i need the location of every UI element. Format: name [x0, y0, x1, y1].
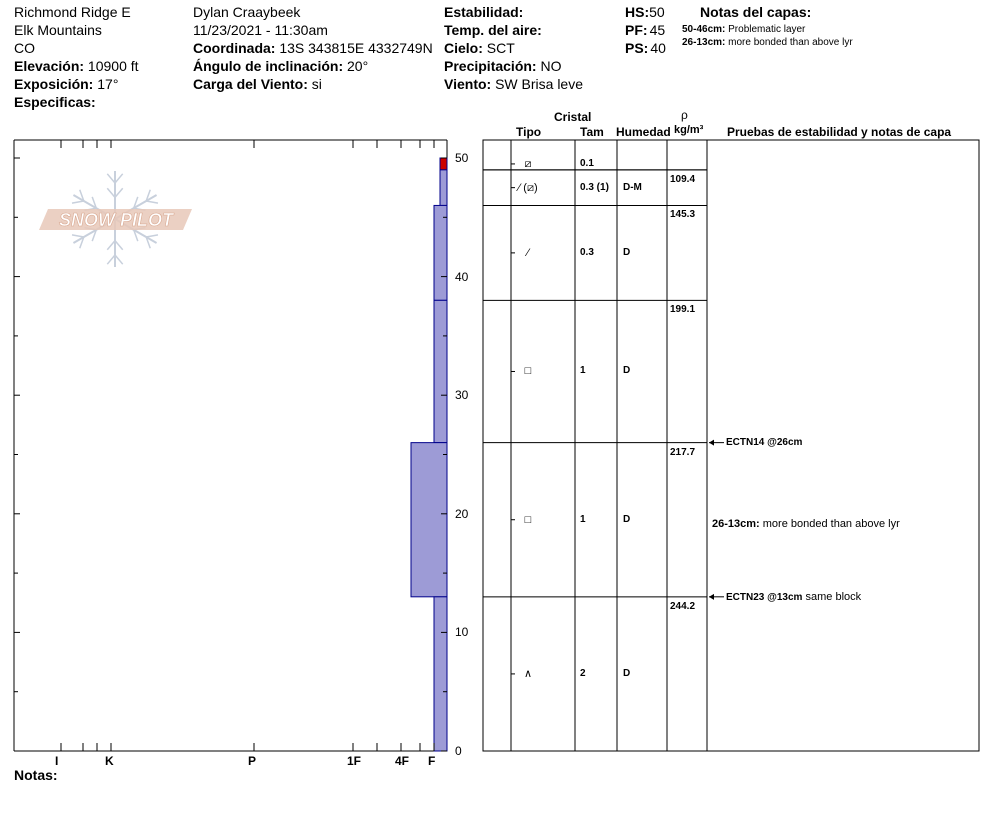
- type-header: Tipo: [516, 125, 542, 139]
- pf-label: PF:: [625, 22, 648, 38]
- moisture: D: [623, 365, 631, 377]
- crystal-size: 0.1: [580, 157, 594, 169]
- wind-value: SW Brisa leve: [495, 76, 584, 92]
- wind-label: Viento:: [444, 76, 492, 92]
- depth-tick-label: 50: [455, 151, 469, 165]
- crystal-type: □: [524, 365, 532, 378]
- hardness-bar: [411, 443, 447, 597]
- moisture: D: [623, 246, 631, 258]
- snowflake-branch: [107, 241, 115, 250]
- sky-label: Cielo:: [444, 40, 483, 56]
- crystal-size: 1: [580, 365, 586, 377]
- layer-notes-title: Notas del capas:: [700, 4, 812, 20]
- snowflake-branch: [146, 235, 158, 237]
- datetime: 11/23/2021 - 11:30am: [193, 22, 328, 38]
- moisture: D-M: [623, 181, 642, 193]
- hardness-axis-label: 4F: [395, 754, 410, 768]
- crystal-header: Cristal: [554, 110, 592, 124]
- test-label: ECTN14 @26cm: [726, 436, 803, 448]
- layer-note-text: more bonded than above lyr: [728, 37, 853, 48]
- crystal-size: 0.3: [580, 246, 594, 258]
- precip-label: Precipitación:: [444, 58, 537, 74]
- hs-value: 50: [649, 4, 665, 20]
- crystal-type: ⁄ (⧄): [518, 181, 538, 194]
- layer-comment-text: more bonded than above lyr: [762, 518, 900, 530]
- crystal-type: □: [524, 513, 532, 526]
- test-arrow: [709, 440, 714, 446]
- hardness-axis-label: I: [55, 754, 59, 768]
- wind-load-label: Carga del Viento:: [193, 76, 308, 92]
- layer-comment-range: 26-13cm:: [712, 518, 760, 530]
- snowpilot-logo: [39, 171, 192, 267]
- layer-note-range: 50-46cm:: [682, 24, 726, 35]
- snowflake-branch: [72, 235, 84, 237]
- density: 109.4: [670, 173, 696, 185]
- layer-comment: [712, 518, 900, 530]
- crystal-type: ⧄: [524, 157, 532, 170]
- snowflake-branch: [72, 201, 84, 203]
- ps-value: 40: [650, 40, 666, 56]
- precip-value: NO: [540, 58, 562, 74]
- crystal-size: 1: [580, 513, 586, 525]
- hardness-bar: [434, 205, 447, 300]
- elevation-label: Elevación:: [14, 58, 85, 74]
- wind-load-value: si: [311, 76, 322, 92]
- depth-tick-label: 10: [455, 625, 469, 640]
- hs-label: HS:: [625, 4, 650, 20]
- depth-tick-label: 20: [455, 506, 469, 521]
- mountain-range: Elk Mountains: [14, 22, 102, 38]
- snowflake-branch: [115, 255, 123, 264]
- sky-value: SCT: [486, 40, 515, 56]
- depth-tick-label: 0: [455, 744, 462, 758]
- depth-tick-label: 40: [455, 269, 469, 284]
- test-arrow: [709, 594, 714, 600]
- ps-label: PS:: [625, 40, 649, 56]
- snowflake-branch: [115, 174, 123, 183]
- moisture-header: Humedad: [616, 125, 671, 139]
- snowflake-branch: [107, 255, 115, 264]
- observer: Dylan Craaybeek: [193, 4, 301, 20]
- hardness-bar: [434, 597, 447, 751]
- stability-test: [726, 437, 802, 448]
- density: 244.2: [670, 600, 696, 612]
- pf-value: 45: [649, 22, 666, 38]
- crystal-size: 0.3 (1): [580, 181, 609, 193]
- density-unit-header: kg/m³: [674, 124, 704, 136]
- specifics-label: Especificas:: [14, 94, 96, 110]
- hardness-axis-label: F: [428, 754, 436, 768]
- aspect-value: 17°: [97, 76, 119, 92]
- coordinate-label: Coordinada:: [193, 40, 276, 56]
- hardness-axis-label: 1F: [347, 754, 362, 768]
- size-header: Tam: [580, 125, 604, 139]
- elevation-value: 10900 ft: [87, 58, 139, 74]
- rho-header: ρ: [681, 108, 688, 122]
- stability-test: [726, 591, 861, 603]
- test-note: same block: [802, 590, 862, 603]
- layer-note-range: 26-13cm:: [682, 37, 726, 48]
- snowflake-branch: [107, 174, 115, 183]
- test-label: ECTN23 @13cm: [726, 591, 803, 603]
- air-temp-label: Temp. del aire:: [444, 22, 542, 38]
- moisture: D: [623, 667, 631, 679]
- snowflake-branch: [146, 201, 158, 203]
- aspect-label: Exposición:: [14, 76, 94, 92]
- hardness-axis-label: P: [248, 754, 257, 768]
- location-name: Richmond Ridge E: [14, 4, 131, 20]
- density: 145.3: [670, 209, 696, 221]
- snowflake-branch: [115, 188, 123, 197]
- crystal-size: 2: [580, 667, 586, 679]
- snowflake-branch: [115, 241, 123, 250]
- coordinate-value: 13S 343815E 4332749N: [279, 40, 433, 56]
- moisture: D: [623, 513, 631, 525]
- slope-label: Ángulo de inclinación:: [193, 58, 344, 74]
- hardness-bar: [440, 158, 447, 170]
- density: 217.7: [670, 446, 696, 458]
- slope-value: 20°: [347, 58, 369, 74]
- hardness-bar: [434, 300, 447, 442]
- logo-text: SNOW PILOT: [59, 210, 173, 230]
- hardness-bar: [440, 170, 447, 206]
- notes-label: Notas:: [14, 767, 58, 783]
- tests-header: Pruebas de estabilidad y notas de capa: [727, 125, 952, 139]
- stability-label: Estabilidad:: [444, 4, 524, 20]
- snowflake-branch: [107, 188, 115, 197]
- crystal-type: ⁄: [527, 246, 529, 259]
- hardness-axis-label: K: [105, 754, 114, 768]
- depth-tick-label: 30: [455, 388, 469, 403]
- crystal-type: ∧: [523, 667, 533, 680]
- state: CO: [14, 40, 35, 56]
- density: 199.1: [670, 304, 696, 316]
- layer-note-text: Problematic layer: [728, 24, 806, 35]
